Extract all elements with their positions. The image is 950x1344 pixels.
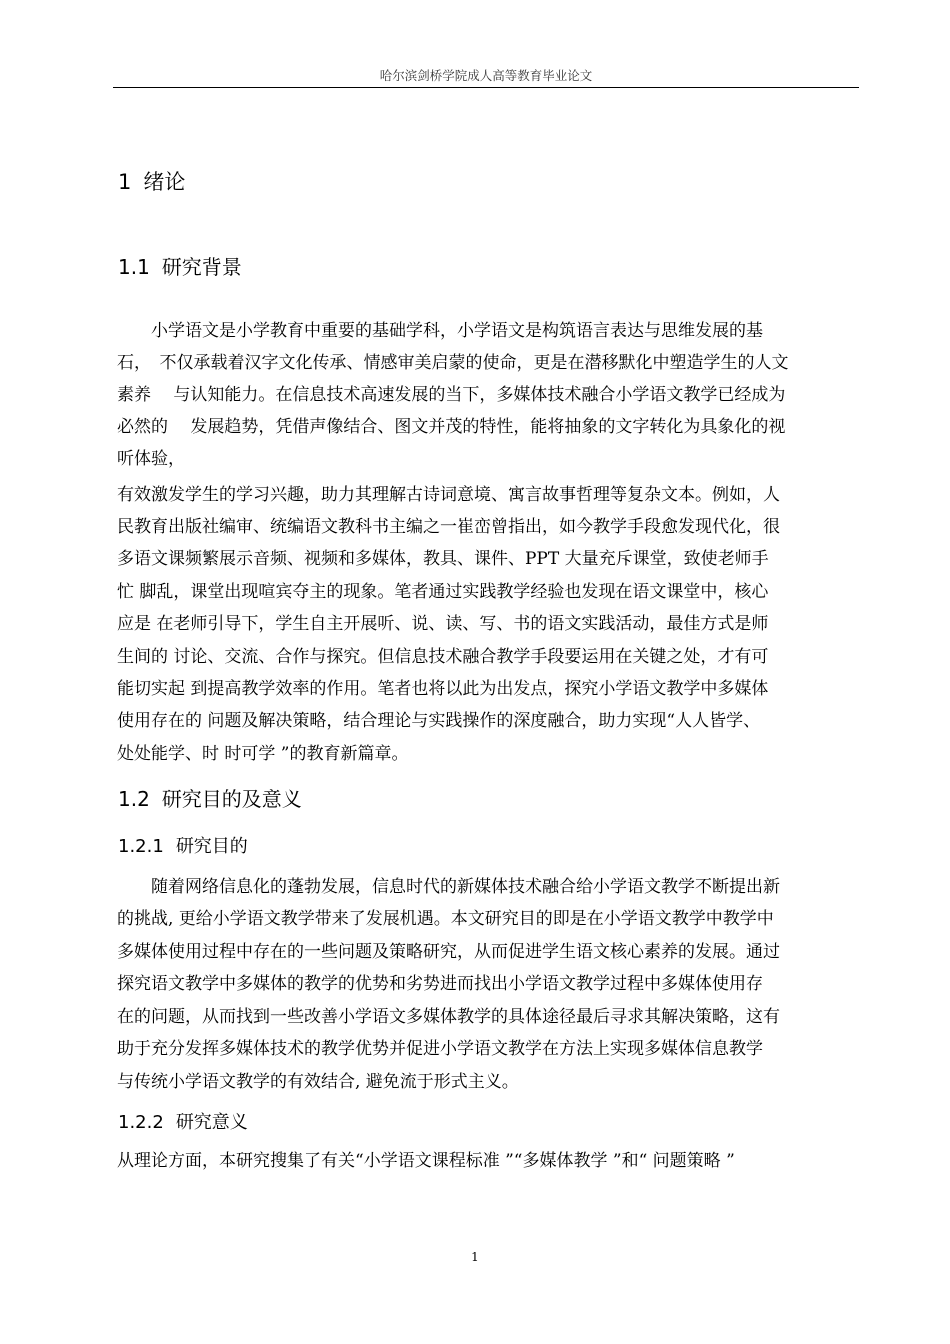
subsection-heading-1-2-1: [118, 832, 248, 858]
subsection-heading-1-2-2: [118, 1108, 248, 1134]
chapter-heading: [118, 166, 185, 196]
paragraph-line: 素养 与认知能力。在信息技术高速发展的当下，多媒体技术融合小学语文教学已经成为: [117, 385, 786, 405]
subsection-title: 研究目的: [175, 836, 248, 857]
section-heading-1-2: [118, 783, 302, 812]
paragraph-line: 多语文课频繁展示音频、视频和多媒体，教具、课件、PPT 大量充斥课堂，致使老师手: [117, 549, 769, 569]
section-heading-1-1: [118, 251, 242, 280]
section-number: 1.1: [118, 255, 150, 279]
chapter-title: 绪论: [143, 170, 186, 194]
subsection-title: 研究意义: [175, 1112, 248, 1133]
paragraph-line: 随着网络信息化的蓬勃发展，信息时代的新媒体技术融合给小学语文教学不断提出新: [117, 877, 780, 897]
paragraph-line: 处处能学、时 时可学 ”的教育新篇章。: [117, 744, 409, 764]
paragraph-line: 使用存在的 问题及解决策略，结合理论与实践操作的深度融合，助力实现“人人皆学、: [117, 711, 761, 731]
paragraph-line: 多媒体使用过程中存在的一些问题及策略研究，从而促进学生语文核心素养的发展。通过: [117, 942, 780, 962]
paragraph-line: 石， 不仅承载着汉字文化传承、情感审美启蒙的使命，更是在潜移默化中塑造学生的人文: [117, 353, 789, 373]
paragraph-line: 的挑战, 更给小学语文教学带来了发展机遇。本文研究目的即是在小学语文教学中教学中: [117, 909, 774, 929]
paragraph-line: 能切实起 到提高教学效率的作用。笔者也将以此为出发点，探究小学语文教学中多媒体: [117, 679, 769, 699]
paragraph-line: 助于充分发挥多媒体技术的教学优势并促进小学语文教学在方法上实现多媒体信息教学: [117, 1039, 763, 1059]
page-number: 1: [471, 1250, 479, 1264]
paragraph-line: 生间的 讨论、交流、合作与探究。但信息技术融合教学手段要运用在关键之处，才有可: [117, 647, 769, 667]
paragraph-line: 听体验，: [117, 449, 185, 469]
section-title: 研究目的及意义: [161, 787, 302, 811]
paragraph-line: 探究语文教学中多媒体的教学的优势和劣势进而找出小学语文教学过程中多媒体使用存: [117, 974, 763, 994]
section-number: 1.2: [118, 787, 150, 811]
section-title: 研究背景: [161, 255, 242, 279]
running-header: 哈尔滨剑桥学院成人高等教育毕业论文: [379, 68, 593, 83]
paragraph-line: 民教育出版社编审、统编语文教科书主编之一崔峦曾指出，如今教学手段愈发现代化，很: [117, 517, 780, 537]
chapter-number: 1: [118, 170, 132, 194]
subsection-number: 1.2.2: [118, 1112, 164, 1133]
paragraph-line: 应是 在老师引导下，学生自主开展听、说、读、写、书的语文实践活动，最佳方式是师: [117, 614, 769, 634]
paragraph-line: 忙 脚乱，课堂出现喧宾夺主的现象。笔者通过实践教学经验也发现在语文课堂中，核心: [117, 582, 769, 602]
header-rule: [113, 87, 859, 88]
paragraph-line: 有效激发学生的学习兴趣，助力其理解古诗词意境、寓言故事哲理等复杂文本。例如，人: [117, 485, 780, 505]
paragraph-line: 必然的 发展趋势，凭借声像结合、图文并茂的特性，能将抽象的文字转化为具象化的视: [117, 417, 786, 437]
paragraph-line: 与传统小学语文教学的有效结合, 避免流于形式主义。: [117, 1072, 519, 1092]
paragraph-line: 小学语文是小学教育中重要的基础学科，小学语文是构筑语言表达与思维发展的基: [117, 321, 763, 341]
paragraph-line: 在的问题，从而找到一些改善小学语文多媒体教学的具体途径最后寻求其解决策略，这有: [117, 1007, 780, 1027]
paragraph-line: 从理论方面，本研究搜集了有关“小学语文课程标准 ”“多媒体教学 ”和“ 问题策略 ”: [117, 1151, 735, 1171]
subsection-number: 1.2.1: [118, 836, 164, 857]
